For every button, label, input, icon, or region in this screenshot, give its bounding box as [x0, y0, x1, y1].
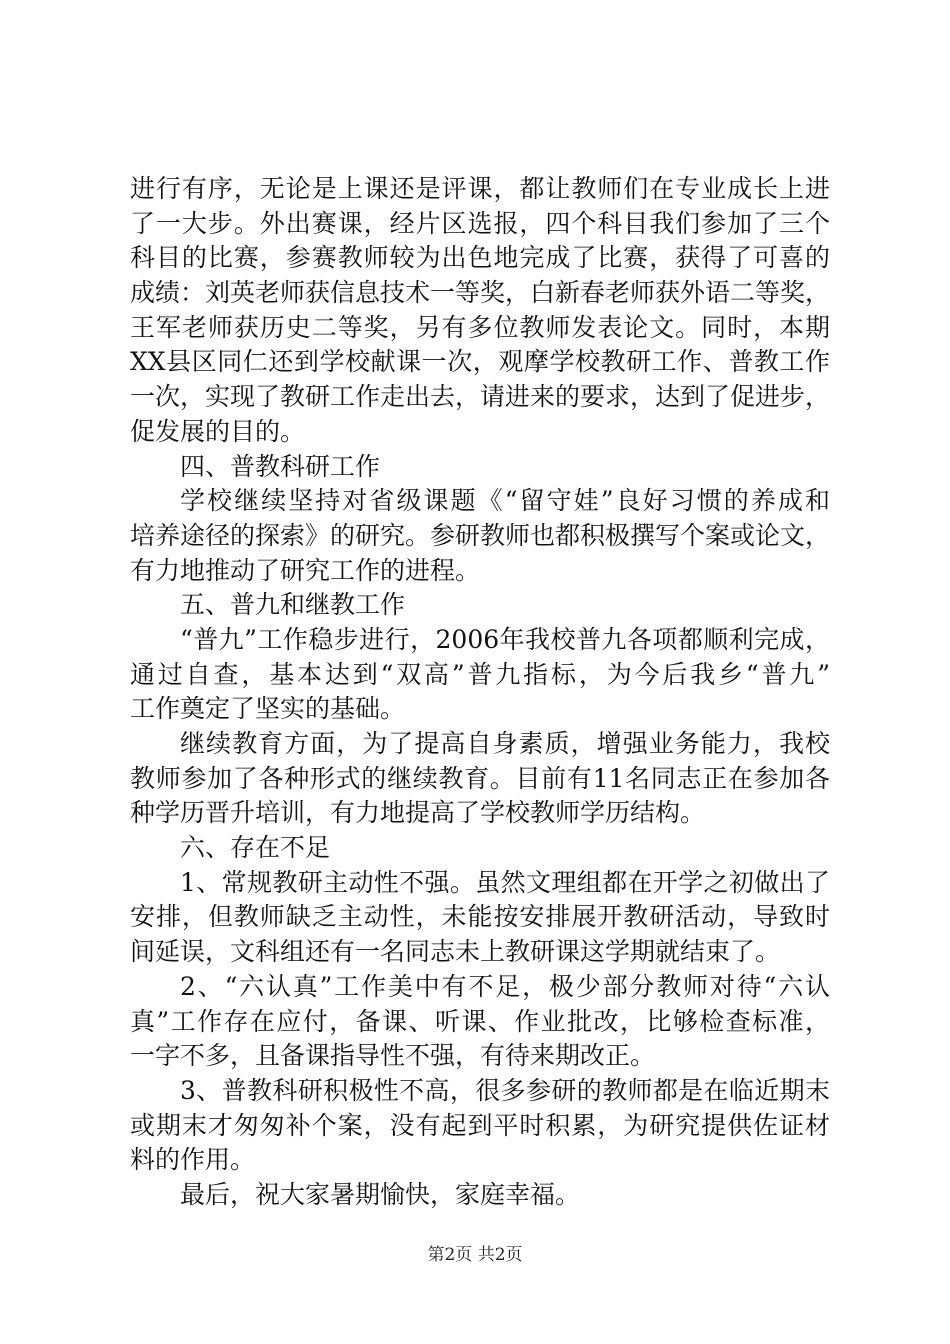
- text-line: 进行有序，无论是上课还是评课，都让教师们在专业成长上进: [130, 174, 830, 203]
- text-line: 工作奠定了坚实的基础。: [130, 694, 406, 724]
- page-footer: 第2页 共2页: [427, 1245, 523, 1265]
- section-heading: 四、普教科研工作: [180, 451, 381, 481]
- section-heading: 六、存在不足: [180, 833, 331, 863]
- section-heading: 五、普九和继教工作: [180, 590, 406, 620]
- text-line: 了一大步。外出赛课，经片区选报，四个科目我们参加了三个: [130, 208, 830, 238]
- text-line: 培养途径的探索》的研究。参研教师也都积极撰写个案或论文，: [130, 520, 831, 550]
- text-line: 一字不多，且备课指导性不强，有待来期改正。: [130, 1041, 656, 1071]
- text-line: XX县区同仁还到学校献课一次，观摩学校教研工作、普教工作: [130, 347, 830, 377]
- text-line: 有力地推动了研究工作的进程。: [130, 555, 481, 585]
- text-line: 王军老师获历史二等奖，另有多位教师发表论文。同时，本期: [130, 312, 830, 342]
- text-line: 真”工作存在应付，备课、听课、作业批改，比够检查标准，: [130, 1006, 830, 1036]
- document-body: [130, 172, 830, 1213]
- text-line: 成绩：刘英老师获信息技术一等奖，白新春老师获外语二等奖，: [130, 278, 831, 308]
- text-line: 教师参加了各种形式的继续教育。目前有11名同志正在参加各: [130, 763, 830, 793]
- text-line: 种学历晋升培训，有力地提高了学校教师学历结构。: [130, 798, 706, 828]
- text-line: 一次，实现了教研工作走出去，请进来的要求，达到了促进步，: [130, 382, 831, 412]
- text-line: 3、普教科研积极性不高，很多参研的教师都是在临近期末: [180, 1075, 830, 1105]
- text-line: 料的作用。: [130, 1145, 256, 1175]
- text-line: 科目的比赛，参赛教师较为出色地完成了比赛，获得了可喜的: [130, 243, 830, 273]
- text-line: 促发展的目的。: [130, 416, 306, 446]
- text-line: 1、常规教研主动性不强。虽然文理组都在开学之初做出了: [180, 867, 830, 897]
- text-line: 或期末才匆匆补个案，没有起到平时积累，为研究提供佐证材: [130, 1110, 830, 1140]
- text-line: 2、“六认真”工作美中有不足，极少部分教师对待“六认: [180, 971, 830, 1001]
- text-line: 间延误，文科组还有一名同志未上教研课这学期就结束了。: [130, 937, 781, 967]
- text-line: “普九”工作稳步进行，2006年我校普九各项都顺利完成，: [180, 624, 830, 654]
- text-line: 继续教育方面，为了提高自身素质，增强业务能力，我校: [180, 729, 830, 758]
- text-line: 通过自查，基本达到“双高”普九指标，为今后我乡“普九”: [130, 659, 830, 689]
- text-line: 安排，但教师缺乏主动性，未能按安排展开教研活动，导致时: [130, 902, 830, 932]
- text-line: 最后，祝大家暑期愉快，家庭幸福。: [180, 1179, 581, 1209]
- text-line: 学校继续坚持对省级课题《“留守娃”良好习惯的养成和: [180, 486, 830, 516]
